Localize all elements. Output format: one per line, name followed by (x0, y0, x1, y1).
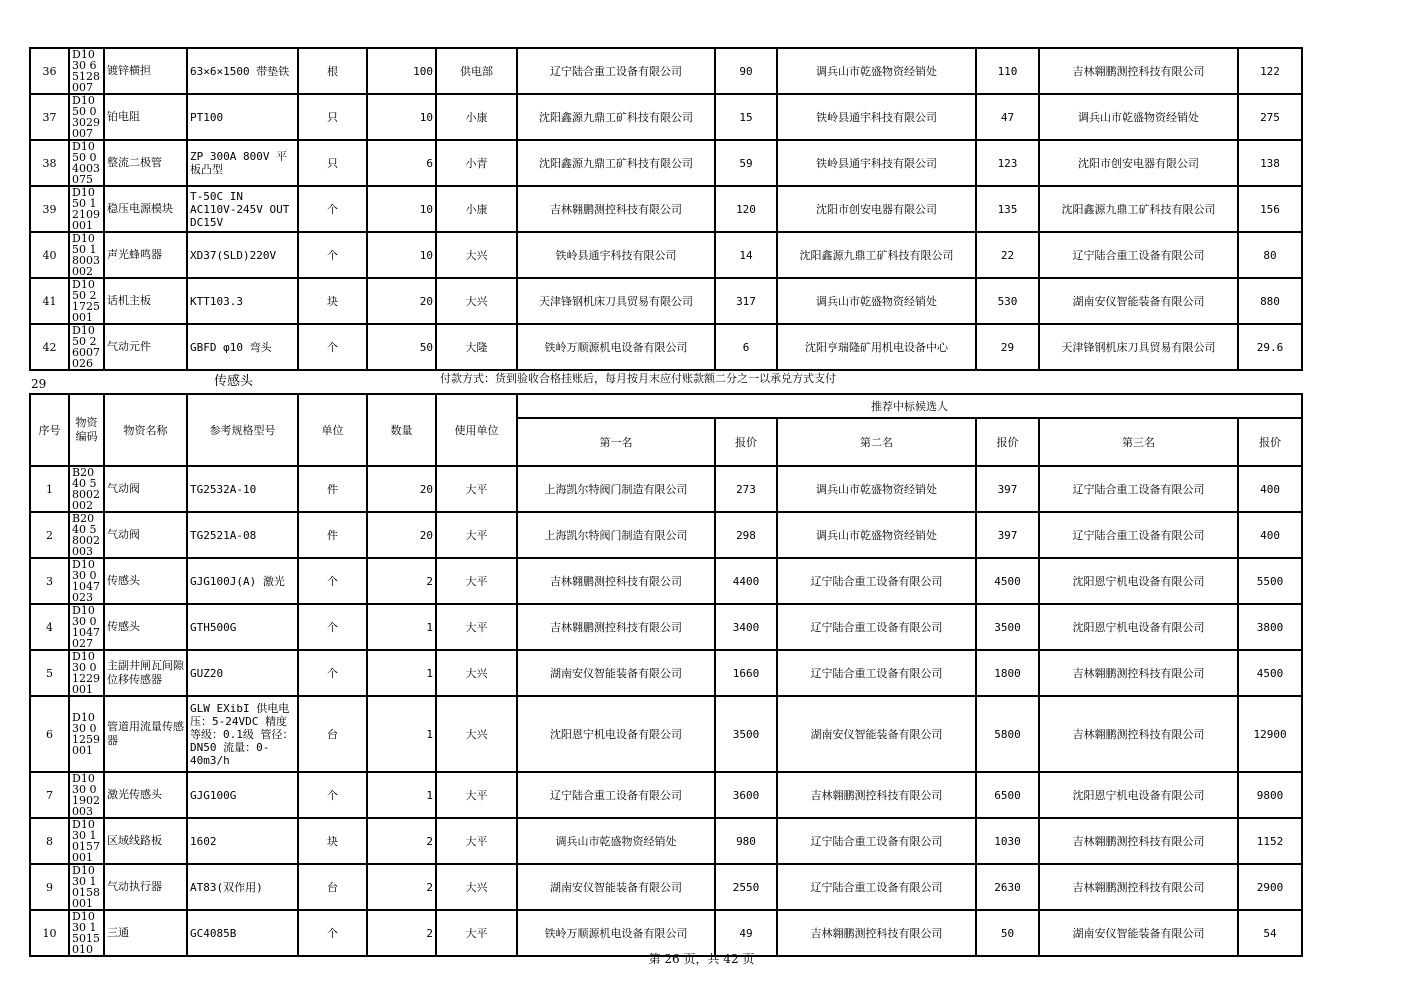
third-price: 156 (1238, 186, 1302, 232)
using-unit: 大平 (436, 512, 517, 558)
spec-model: 63×6×1500 带垫铁 (187, 48, 298, 94)
payment-note: 付款方式：货到验收合格挂账后，每月按月末应付账款额二分之一以承兑方式支付 (440, 372, 836, 385)
first-price: 3500 (715, 696, 777, 772)
second-candidate: 辽宁陆合重工设备有限公司 (777, 818, 976, 864)
spec-model: T-50C IN AC110V-245V OUT DC15V (187, 186, 298, 232)
table-row (30, 512, 1302, 558)
second-candidate: 辽宁陆合重工设备有限公司 (777, 864, 976, 910)
material-code: D1050 21725 001 (69, 278, 104, 324)
second-price: 6500 (976, 772, 1039, 818)
first-candidate: 铁岭县通宇科技有限公司 (517, 232, 715, 278)
third-candidate: 湖南安仪智能装备有限公司 (1039, 910, 1238, 956)
using-unit: 大平 (436, 558, 517, 604)
first-candidate: 沈阳鑫源九鼎工矿科技有限公司 (517, 140, 715, 186)
second-price: 2630 (976, 864, 1039, 910)
header-qty: 数量 (367, 394, 436, 466)
material-name: 气动元件 (104, 324, 187, 370)
material-name: 镀锌横担 (104, 48, 187, 94)
quantity: 6 (367, 140, 436, 186)
first-candidate: 铁岭万顺源机电设备有限公司 (517, 910, 715, 956)
second-candidate: 铁岭县通宇科技有限公司 (777, 140, 976, 186)
second-price: 1800 (976, 650, 1039, 696)
spec-model: GTH500G (187, 604, 298, 650)
row-index: 9 (30, 864, 69, 910)
third-price: 29.6 (1238, 324, 1302, 370)
unit: 个 (298, 772, 367, 818)
header-code: 物资编码 (69, 394, 104, 466)
third-candidate: 吉林翱鹏测控科技有限公司 (1039, 650, 1238, 696)
header-idx: 序号 (30, 394, 69, 466)
material-name: 整流二极管 (104, 140, 187, 186)
third-price: 5500 (1238, 558, 1302, 604)
first-candidate: 吉林翱鹏测控科技有限公司 (517, 558, 715, 604)
first-price: 317 (715, 278, 777, 324)
material-name: 话机主板 (104, 278, 187, 324)
third-price: 9800 (1238, 772, 1302, 818)
table-row (30, 186, 1302, 232)
bottom-table (29, 393, 1303, 957)
spec-model: PT100 (187, 94, 298, 140)
using-unit: 大兴 (436, 864, 517, 910)
first-candidate: 湖南安仪智能装备有限公司 (517, 650, 715, 696)
first-price: 90 (715, 48, 777, 94)
page-footer: 第 26 页，共 42 页 (648, 952, 755, 966)
unit: 只 (298, 140, 367, 186)
table-row (30, 604, 1302, 650)
using-unit: 大兴 (436, 650, 517, 696)
spec-model: GUZ20 (187, 650, 298, 696)
table-row (30, 772, 1302, 818)
using-unit: 大平 (436, 466, 517, 512)
table-row (30, 140, 1302, 186)
third-price: 2900 (1238, 864, 1302, 910)
unit: 台 (298, 696, 367, 772)
row-index: 39 (30, 186, 69, 232)
first-candidate: 沈阳鑫源九鼎工矿科技有限公司 (517, 94, 715, 140)
second-price: 123 (976, 140, 1039, 186)
spec-model: XD37(SLD)220V (187, 232, 298, 278)
unit: 台 (298, 864, 367, 910)
quantity: 20 (367, 466, 436, 512)
material-name: 气动执行器 (104, 864, 187, 910)
unit: 件 (298, 512, 367, 558)
quantity: 1 (367, 772, 436, 818)
using-unit: 供电部 (436, 48, 517, 94)
spec-model: ZP 300A 800V 平板凸型 (187, 140, 298, 186)
spec-model: TG2532A-10 (187, 466, 298, 512)
third-candidate: 吉林翱鹏测控科技有限公司 (1039, 864, 1238, 910)
first-candidate: 上海凯尔特阀门制造有限公司 (517, 512, 715, 558)
spec-model: GJG100G (187, 772, 298, 818)
unit: 只 (298, 94, 367, 140)
second-price: 22 (976, 232, 1039, 278)
material-name: 传感头 (104, 604, 187, 650)
quantity: 10 (367, 94, 436, 140)
third-price: 4500 (1238, 650, 1302, 696)
spec-model: GC4085B (187, 910, 298, 956)
quantity: 2 (367, 864, 436, 910)
using-unit: 小青 (436, 140, 517, 186)
header-second: 第二名 (777, 418, 976, 466)
first-candidate: 铁岭万顺源机电设备有限公司 (517, 324, 715, 370)
using-unit: 大兴 (436, 232, 517, 278)
second-price: 1030 (976, 818, 1039, 864)
first-price: 15 (715, 94, 777, 140)
material-name: 声光蜂鸣器 (104, 232, 187, 278)
header-user: 使用单位 (436, 394, 517, 466)
quantity: 20 (367, 278, 436, 324)
row-index: 4 (30, 604, 69, 650)
quantity: 2 (367, 910, 436, 956)
section-title: 传感头 (214, 374, 254, 389)
row-index: 1 (30, 466, 69, 512)
third-candidate: 吉林翱鹏测控科技有限公司 (1039, 48, 1238, 94)
using-unit: 大平 (436, 604, 517, 650)
using-unit: 小康 (436, 186, 517, 232)
using-unit: 大平 (436, 772, 517, 818)
unit: 块 (298, 818, 367, 864)
unit: 个 (298, 604, 367, 650)
first-candidate: 沈阳恩宁机电设备有限公司 (517, 696, 715, 772)
second-price: 397 (976, 512, 1039, 558)
material-code: D1050 04003 075 (69, 140, 104, 186)
material-code: D1030 01229 001 (69, 650, 104, 696)
quantity: 50 (367, 324, 436, 370)
using-unit: 小康 (436, 94, 517, 140)
second-candidate: 辽宁陆合重工设备有限公司 (777, 650, 976, 696)
third-candidate: 沈阳市创安电器有限公司 (1039, 140, 1238, 186)
material-name: 铂电阻 (104, 94, 187, 140)
first-candidate: 上海凯尔特阀门制造有限公司 (517, 466, 715, 512)
second-price: 530 (976, 278, 1039, 324)
material-code: D1030 10158 001 (69, 864, 104, 910)
unit: 个 (298, 558, 367, 604)
row-index: 36 (30, 48, 69, 94)
table-row (30, 466, 1302, 512)
second-price: 29 (976, 324, 1039, 370)
header-name: 物资名称 (104, 394, 187, 466)
table-row (30, 696, 1302, 772)
unit: 个 (298, 186, 367, 232)
row-index: 38 (30, 140, 69, 186)
row-index: 37 (30, 94, 69, 140)
third-candidate: 湖南安仪智能装备有限公司 (1039, 278, 1238, 324)
third-price: 880 (1238, 278, 1302, 324)
second-price: 135 (976, 186, 1039, 232)
second-candidate: 吉林翱鹏测控科技有限公司 (777, 910, 976, 956)
second-candidate: 沈阳鑫源九鼎工矿科技有限公司 (777, 232, 976, 278)
first-price: 120 (715, 186, 777, 232)
second-candidate: 吉林翱鹏测控科技有限公司 (777, 772, 976, 818)
second-candidate: 调兵山市乾盛物资经销处 (777, 512, 976, 558)
header-first: 第一名 (517, 418, 715, 466)
third-candidate: 吉林翱鹏测控科技有限公司 (1039, 818, 1238, 864)
third-price: 122 (1238, 48, 1302, 94)
third-price: 400 (1238, 466, 1302, 512)
spec-model: AT83(双作用) (187, 864, 298, 910)
second-candidate: 调兵山市乾盛物资经销处 (777, 48, 976, 94)
first-candidate: 天津锋钢机床刀具贸易有限公司 (517, 278, 715, 324)
first-price: 3400 (715, 604, 777, 650)
unit: 个 (298, 910, 367, 956)
third-candidate: 沈阳鑫源九鼎工矿科技有限公司 (1039, 186, 1238, 232)
first-price: 6 (715, 324, 777, 370)
row-index: 42 (30, 324, 69, 370)
unit: 个 (298, 232, 367, 278)
using-unit: 大兴 (436, 278, 517, 324)
table-row (30, 818, 1302, 864)
material-code: B2040 58002 002 (69, 466, 104, 512)
table-row (30, 864, 1302, 910)
first-price: 1660 (715, 650, 777, 696)
second-price: 110 (976, 48, 1039, 94)
second-candidate: 调兵山市乾盛物资经销处 (777, 278, 976, 324)
material-name: 区域线路板 (104, 818, 187, 864)
spec-model: GJG100J(A) 激光 (187, 558, 298, 604)
first-price: 4400 (715, 558, 777, 604)
material-name: 管道用流量传感器 (104, 696, 187, 772)
table-row (30, 48, 1302, 94)
quantity: 100 (367, 48, 436, 94)
material-name: 主副井闸瓦间隙位移传感器 (104, 650, 187, 696)
second-candidate: 辽宁陆合重工设备有限公司 (777, 604, 976, 650)
header-price3: 报价 (1238, 418, 1302, 466)
table-row (30, 324, 1302, 370)
material-code: D1030 10157 001 (69, 818, 104, 864)
third-candidate: 辽宁陆合重工设备有限公司 (1039, 466, 1238, 512)
third-candidate: 辽宁陆合重工设备有限公司 (1039, 512, 1238, 558)
quantity: 20 (367, 512, 436, 558)
unit: 件 (298, 466, 367, 512)
material-name: 气动阀 (104, 512, 187, 558)
header-row-top (30, 394, 1302, 418)
first-price: 298 (715, 512, 777, 558)
quantity: 1 (367, 604, 436, 650)
third-candidate: 天津锋钢机床刀具贸易有限公司 (1039, 324, 1238, 370)
quantity: 2 (367, 818, 436, 864)
third-candidate: 吉林翱鹏测控科技有限公司 (1039, 696, 1238, 772)
top-table-body (30, 48, 1302, 370)
spec-model: GLW EXibI 供电电压：5-24VDC 精度等级：0.1级 管径：DN50 流量：0-40m3/h (187, 696, 298, 772)
using-unit: 大兴 (436, 696, 517, 772)
quantity: 10 (367, 232, 436, 278)
material-name: 三通 (104, 910, 187, 956)
header-price1: 报价 (715, 418, 777, 466)
first-candidate: 辽宁陆合重工设备有限公司 (517, 772, 715, 818)
third-price: 275 (1238, 94, 1302, 140)
first-candidate: 湖南安仪智能装备有限公司 (517, 864, 715, 910)
third-candidate: 沈阳恩宁机电设备有限公司 (1039, 558, 1238, 604)
header-spec: 参考规格型号 (187, 394, 298, 466)
quantity: 2 (367, 558, 436, 604)
first-price: 49 (715, 910, 777, 956)
material-code: D1050 26007 026 (69, 324, 104, 370)
material-name: 气动阀 (104, 466, 187, 512)
second-price: 5800 (976, 696, 1039, 772)
third-price: 54 (1238, 910, 1302, 956)
row-index: 8 (30, 818, 69, 864)
material-name: 稳压电源模块 (104, 186, 187, 232)
row-index: 3 (30, 558, 69, 604)
row-index: 5 (30, 650, 69, 696)
second-price: 3500 (976, 604, 1039, 650)
first-candidate: 吉林翱鹏测控科技有限公司 (517, 186, 715, 232)
material-code: D1030 15015 010 (69, 910, 104, 956)
spec-model: 1602 (187, 818, 298, 864)
third-candidate: 辽宁陆合重工设备有限公司 (1039, 232, 1238, 278)
third-price: 1152 (1238, 818, 1302, 864)
spec-model: GBFD φ10 弯头 (187, 324, 298, 370)
material-code: D1050 12109 001 (69, 186, 104, 232)
table-row (30, 558, 1302, 604)
second-price: 4500 (976, 558, 1039, 604)
material-name: 激光传感头 (104, 772, 187, 818)
table-row (30, 94, 1302, 140)
second-candidate: 辽宁陆合重工设备有限公司 (777, 558, 976, 604)
header-price2: 报价 (976, 418, 1039, 466)
header-candidates: 推荐中标候选人 (517, 394, 1302, 418)
using-unit: 大平 (436, 910, 517, 956)
first-price: 14 (715, 232, 777, 278)
first-candidate: 调兵山市乾盛物资经销处 (517, 818, 715, 864)
first-price: 2550 (715, 864, 777, 910)
unit: 块 (298, 278, 367, 324)
header-unit: 单位 (298, 394, 367, 466)
material-code: D1030 01259 001 (69, 696, 104, 772)
row-index: 6 (30, 696, 69, 772)
top-table (29, 47, 1303, 371)
header-third: 第三名 (1039, 418, 1238, 466)
unit: 根 (298, 48, 367, 94)
second-price: 397 (976, 466, 1039, 512)
row-index: 7 (30, 772, 69, 818)
third-price: 400 (1238, 512, 1302, 558)
unit: 个 (298, 650, 367, 696)
third-price: 80 (1238, 232, 1302, 278)
quantity: 10 (367, 186, 436, 232)
first-price: 3600 (715, 772, 777, 818)
second-candidate: 湖南安仪智能装备有限公司 (777, 696, 976, 772)
table-row (30, 650, 1302, 696)
spec-model: TG2521A-08 (187, 512, 298, 558)
material-code: D1030 01047 023 (69, 558, 104, 604)
row-index: 40 (30, 232, 69, 278)
first-price: 273 (715, 466, 777, 512)
material-code: D1050 18003 002 (69, 232, 104, 278)
material-code: D1030 65128 007 (69, 48, 104, 94)
first-price: 59 (715, 140, 777, 186)
material-code: D1050 03029 007 (69, 94, 104, 140)
using-unit: 大隆 (436, 324, 517, 370)
quantity: 1 (367, 650, 436, 696)
third-price: 138 (1238, 140, 1302, 186)
section-number: 29 (31, 377, 47, 391)
material-code: D1030 01902 003 (69, 772, 104, 818)
row-index: 41 (30, 278, 69, 324)
first-candidate: 辽宁陆合重工设备有限公司 (517, 48, 715, 94)
unit: 个 (298, 324, 367, 370)
using-unit: 大平 (436, 818, 517, 864)
spec-model: KTT103.3 (187, 278, 298, 324)
material-code: B2040 58002 003 (69, 512, 104, 558)
third-candidate: 调兵山市乾盛物资经销处 (1039, 94, 1238, 140)
row-index: 10 (30, 910, 69, 956)
second-price: 50 (976, 910, 1039, 956)
second-candidate: 沈阳市创安电器有限公司 (777, 186, 976, 232)
third-price: 3800 (1238, 604, 1302, 650)
row-index: 2 (30, 512, 69, 558)
first-candidate: 吉林翱鹏测控科技有限公司 (517, 604, 715, 650)
quantity: 1 (367, 696, 436, 772)
second-candidate: 调兵山市乾盛物资经销处 (777, 466, 976, 512)
material-code: D1030 01047 027 (69, 604, 104, 650)
first-price: 980 (715, 818, 777, 864)
third-candidate: 沈阳恩宁机电设备有限公司 (1039, 604, 1238, 650)
second-candidate: 沈阳亨瑞隆矿用机电设备中心 (777, 324, 976, 370)
table-row (30, 278, 1302, 324)
second-candidate: 铁岭县通宇科技有限公司 (777, 94, 976, 140)
third-candidate: 沈阳恩宁机电设备有限公司 (1039, 772, 1238, 818)
third-price: 12900 (1238, 696, 1302, 772)
table-row (30, 232, 1302, 278)
second-price: 47 (976, 94, 1039, 140)
bottom-table-body (30, 466, 1302, 956)
material-name: 传感头 (104, 558, 187, 604)
